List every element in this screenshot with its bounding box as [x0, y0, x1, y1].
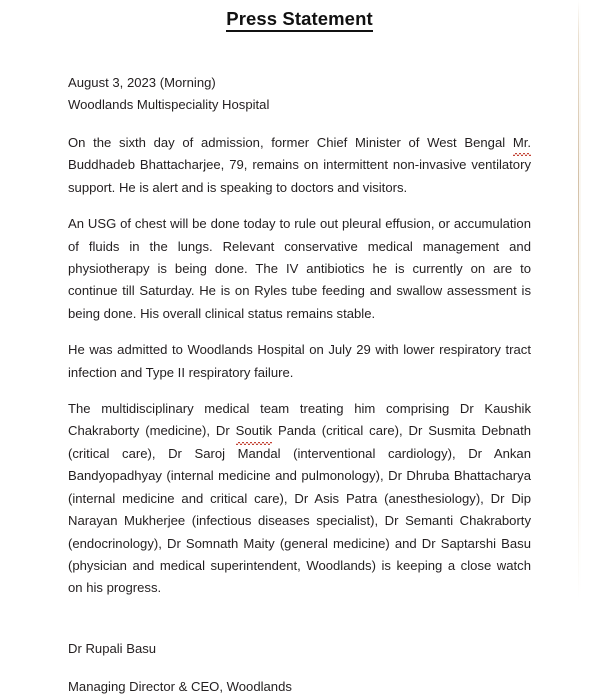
signatory-designation: Managing Director & CEO, Woodlands: [68, 678, 292, 694]
page-title-text: Press Statement: [226, 8, 372, 32]
paragraph-1-text-a: On the sixth day of admission, former Chief Minister of West Bengal: [68, 135, 513, 150]
page-edge-shadow-soft: [579, 0, 581, 600]
page-title: [68, 0, 531, 30]
organization-name: Woodlands Multispeciality Hospital: [68, 97, 270, 112]
spellcheck-word-mr: Mr.: [513, 132, 531, 154]
paragraph-patient-status: [68, 116, 531, 199]
paragraph-1-text-b: Buddhadeb Bhattacharjee, 79, remains on intermittent non-invasive ventilatory support. He is alert and is speaking to doctors and visitors.: [68, 157, 531, 195]
paragraph-4-text-b: Panda (critical care), Dr Susmita Debnath (critical care), Dr Saroj Mandal (interventional cardiology), Dr Ankan Bandyopadhyay (internal medicine and pulmonology), Dr Dhruba Bhattacharya (internal medicine and critical care), Dr Asis Patra (anesthesiology), Dr Dip Narayan Mukherjee (infectious diseases specialist), Dr Semanti Chakraborty (endocrinology), Dr Somnath Maity (general medicine) and Dr Saptarshi Basu (physician and medical superintendent, Woodlands) is keeping a close watch on his progress.: [68, 423, 531, 596]
document-meta: [68, 72, 531, 116]
spellcheck-word-soutik: Soutik: [236, 420, 272, 442]
paragraph-admission-details: He was admitted to Woodlands Hospital on July 29 with lower respiratory tract infection and Type II respiratory failure.: [68, 342, 531, 380]
signature-block: [68, 600, 531, 698]
paragraph-medical-team: [68, 384, 531, 600]
signatory-name: Dr Rupali Basu: [68, 640, 157, 656]
statement-date: August 3, 2023 (Morning): [68, 75, 216, 90]
paragraph-treatment-plan: An USG of chest will be done today to rule out pleural effusion, or accumulation of fluids in the lungs. Relevant conservative medical management and physiotherapy is being done. The IV antibiotics he is currently on are to continue till Saturday. He is on Ryles tube feeding and swallow assessment is being done. His overall clinical status remains stable.: [68, 216, 531, 321]
document-content: [68, 0, 531, 698]
paragraph-4-text-a: The multidisciplinary medical team treating him comprising Dr Kaushik Chakraborty (medicine), Dr: [68, 401, 531, 439]
